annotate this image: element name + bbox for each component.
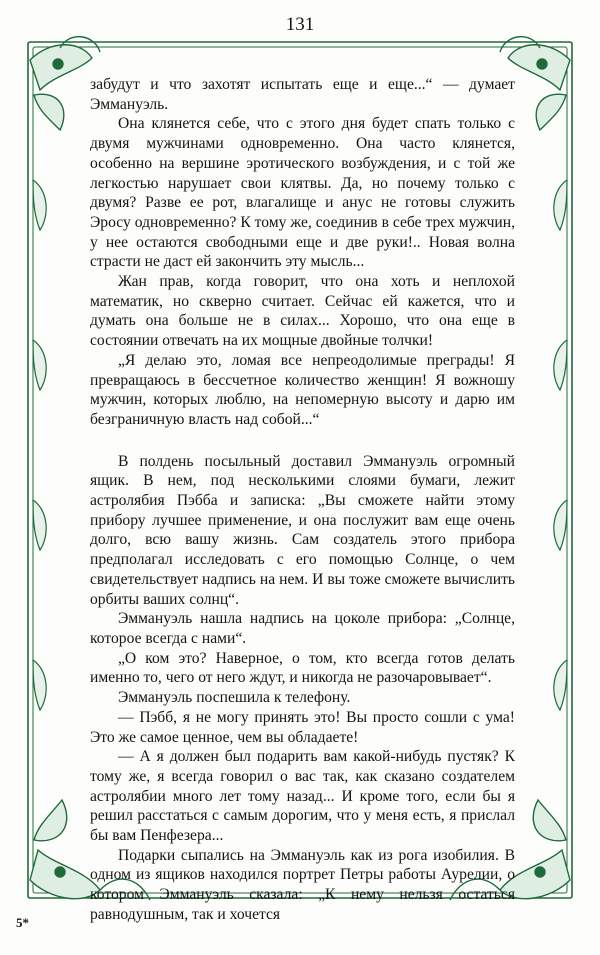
paragraph: В полдень посыльный доставил Эммануэль огромный ящик. В нем, под несколькими слоями бумаги, лежит астролябия Пэбба и записка: „Вы сможете найти этому прибору лучшее применение, и она послужит вам еще очень долго, всю вашу жизнь. Сам создатель этого прибора предполагал исследовать с его помощью Солнце, о чем свидетельствует надпись на нем. И вы тоже сможете вычислить орбиты ваших солнц“.	[90, 452, 515, 608]
paragraph: „О ком это? Наверное, о том, кто всегда готов делать именно то, чего от него ждут, и никогда не разочаровывает“.	[90, 649, 515, 687]
paragraph: „Я делаю это, ломая все непреодолимые преграды! Я превращаюсь в бессчетное количество женщин! Я вожношу мужчин, которых люблю, на непомерную высоту и дарю им безграничную власть над собой...“	[90, 351, 515, 428]
paragraph: Подарки сыпались на Эммануэль как из рога изобилия. В одном из ящиков находился портрет Петры работы Аурелии, о котором Эммануэль сказала: „К нему нельзя остаться равнодушным, так и хочется	[90, 846, 515, 923]
paragraph: Эммануэль поспешила к телефону.	[118, 689, 351, 707]
printer-signature: 5*	[16, 915, 29, 930]
body-text	[90, 75, 515, 923]
side-leaves-right	[554, 180, 567, 710]
paragraph: Она клянется себе, что с этого дня будет спать только с двумя мужчинами одновременно. Она часто клянется, особенно на вершине эротического возбуждения, и с той же легкостью нарушает свои клятвы. Да, но почему только с двумя? Разве ее рот, влагалище и анус не готовы служить Эросу одновременно? К тому же, соединив в себе трех мужчин, у нее остаются свободными еще и две руки!.. Новая волна страсти не даст ей закончить эту мысль...	[90, 115, 515, 271]
section-gap	[90, 430, 515, 452]
page-number: 131	[285, 14, 315, 35]
paragraph: — А я должен был подарить вам какой-нибудь пустяк? К тому же, я всегда говорил о вас так, как сказано создателем астролябии много лет тому назад... И кроме того, если бы я решил расстаться с самым дорогим, что у меня есть, я прислал бы вам Пенфезера...	[90, 748, 515, 845]
paragraph: Жан прав, когда говорит, что она хоть и неплохой математик, но скверно считает. Сейчас ей кажется, что и думать она больше не в силах... Хорошо, что она еще в состоянии отвечать на их мощные двойные толчки!	[90, 273, 515, 350]
paragraph: Эммануэль нашла надпись на цоколе прибора: „Солнце, которое всегда с нами“.	[90, 610, 515, 647]
paragraph: — Пэбб, я не могу принять это! Вы просто сошли с ума! Это же самое ценное, чем вы обладаете!	[90, 708, 515, 746]
paragraph: забудут и что захотят испытать еще и еще...“ — думает Эммануэль.	[90, 76, 515, 113]
side-leaves-left	[33, 180, 46, 710]
